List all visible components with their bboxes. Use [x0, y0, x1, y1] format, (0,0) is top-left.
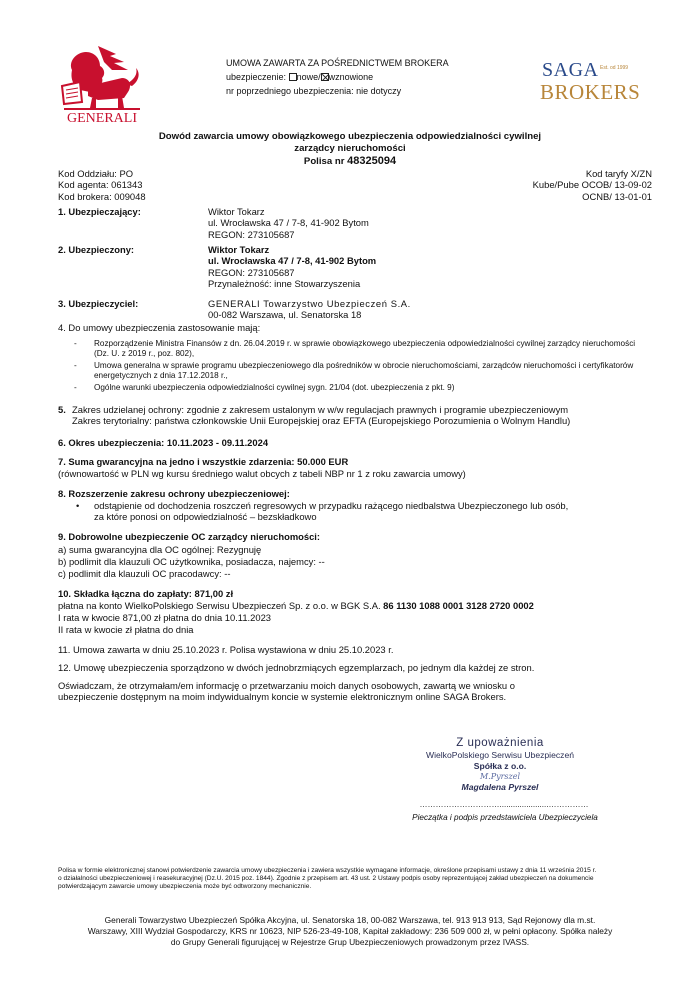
fine-print-line2: o działalności ubezpieczeniowej i reasekuracyjnej (Dz.U. 2015 poz. 1844). Zgodnie z przepisem art. 43 ust. 2 Ustawy podpis osoby reprezentującej zakład ubezpieczeń na dokumencie — [58, 875, 594, 883]
insured-label: 2. Ubezpieczony: — [58, 244, 135, 255]
handwritten-signature: M.Pyrszel — [479, 771, 521, 781]
insured-details — [208, 244, 376, 290]
insurer-address: 00-082 Warszawa, ul. Senatorska 18 — [208, 309, 362, 321]
insured-block — [58, 244, 658, 296]
generali-logo — [58, 40, 158, 124]
section-5-line2: Zakres terytorialny: państwa członkowskie Unii Europejskiej oraz EFTA (Europejskiego Porozumienia o Wolnym Handlu) — [72, 415, 571, 427]
insured-name: Wiktor Tokarz — [208, 244, 270, 255]
declaration-line2: ubezpieczenie dostępnym na moim indywidualnym koncie w systemie elektronicznym online SAGA Brokers. — [58, 691, 507, 703]
policyholder-regon: REGON: 273105687 — [208, 228, 295, 240]
section-5-number: 5. — [58, 404, 66, 415]
insurer-block — [58, 298, 658, 324]
option-new: nowe/ — [296, 72, 321, 82]
section-4-item — [74, 383, 644, 395]
previous-policy: nr poprzedniego ubezpieczenia: nie dotyczy — [226, 86, 402, 96]
section-9-title: 9. Dobrowolne ubezpieczenie OC zarządcy nieruchomości: — [58, 531, 321, 542]
insured-address: ul. Wrocławska 47 / 7-8, 41-902 Bytom — [208, 255, 377, 267]
installment-1: I rata w kwocie 871,00 zł płatna do dnia 10.11.2023 — [58, 612, 271, 623]
insurance-type-line — [226, 72, 373, 83]
option-renewed: wznowione — [328, 72, 374, 82]
item-dash: - — [74, 339, 77, 348]
saga-logo-bottom: BROKERS — [540, 80, 641, 104]
policy-number-line — [0, 155, 700, 168]
insurer-name: GENERALI Towarzystwo Ubezpieczeń S.A. — [208, 298, 411, 309]
signature-caption: Pieczątka i podpis przedstawiciela Ubezpieczyciela — [412, 813, 598, 822]
section-8-title: 8. Rozszerzenie zakresu ochrony ubezpieczeniowej: — [58, 488, 290, 499]
section-9-item-b: b) podlimit dla klauzuli OC użytkownika, posiadacza, najemcy: -- — [58, 556, 325, 567]
section-4-title: 4. Do umowy ubezpieczenia zastosowanie mają: — [58, 322, 261, 333]
new-checkbox-icon — [289, 73, 297, 81]
policyholder-details — [208, 206, 369, 240]
footer-line3: do Grupy Generali figurującej w Rejestrze Grup Ubezpieczeniowych prowadzonym przez IVASS. — [170, 937, 530, 948]
fine-print — [58, 867, 658, 892]
insurer-details — [208, 298, 411, 321]
doc-title-line1: Dowód zawarcia umowy obowiązkowego ubezpieczenia odpowiedzialności cywilnej — [158, 131, 542, 142]
renewed-checkbox-icon — [321, 73, 329, 81]
section-6: 6. Okres ubezpieczenia: 10.11.2023 - 09.11.2024 — [58, 437, 269, 448]
ocnb-code: OCNB/ 13-01-01 — [582, 190, 652, 202]
section-7-note: (równowartość w PLN wg kursu średniego walut obcych z tabeli NBP nr 1 z roku zawarcia umowy) — [58, 468, 466, 479]
section-10-title: 10. Składka łączna do zapłaty: 871,00 zł — [58, 588, 234, 599]
saga-logo-top: SAGA — [542, 59, 599, 81]
policy-number: 48325094 — [347, 155, 397, 167]
kube-pube-code: Kube/Pube OCOB/ 13-09-02 — [532, 179, 652, 191]
section-8-bullet: • — [76, 500, 80, 511]
doc-title-line2: zarządcy nieruchomości — [294, 143, 406, 154]
footer-line2: Warszawy, XIII Wydział Gospodarczy, KRS nr 10623, NIP 526-23-49-108, Kapitał zakładowy: 236 509 000 zł, w pełni opłacony. Spółka należy — [87, 926, 613, 937]
section-9-item-a: a) suma gwarancyjna dla OC ogólnej: Rezygnuję — [58, 544, 262, 555]
insurance-type-prefix: ubezpieczenie: — [226, 72, 287, 82]
stamp-line2: WielkoPolskiego Serwisu Ubezpieczeń — [425, 750, 575, 761]
policy-prefix: Polisa nr — [303, 156, 345, 167]
insurer-label: 3. Ubezpieczyciel: — [58, 298, 139, 309]
authorization-stamp — [400, 736, 600, 792]
section-5-body — [72, 404, 662, 427]
declaration-line1: Oświadczam, że otrzymałam/em informację o przetwarzaniu moich danych osobowych, zawartą we wniosku o — [58, 680, 515, 691]
policyholder-label: 1. Ubezpieczający: — [58, 206, 141, 217]
account-text: płatna na konto WielkoPolskiego Serwisu Ubezpieczeń Sp. z o.o. w BGK S.A. — [58, 600, 381, 611]
footer-line1: Generali Towarzystwo Ubezpieczeń Spółka Akcyjna, ul. Senatorska 18, 00-082 Warszawa, tel. 913 913 913, Sąd Rejonowy dla m.st. — [104, 915, 596, 925]
broker-code: Kod brokera: 009048 — [58, 190, 146, 202]
stamp-line4: Magdalena Pyrszel — [461, 781, 539, 792]
saga-logo-since: Est. od 1999 — [600, 65, 629, 71]
section-11: 11. Umowa zawarta w dniu 25.10.2023 r. Polisa wystawiona w dniu 25.10.2023 r. — [58, 644, 394, 655]
section-4-item — [74, 361, 644, 383]
policyholder-address: ul. Wrocławska 47 / 7-8, 41-902 Bytom — [208, 217, 369, 229]
section-12: 12. Umowę ubezpieczenia sporządzono w dwóch jednobrzmiących egzemplarzach, po jednym dla każdej ze stron. — [58, 662, 535, 673]
stamp-line3: Spółka z o.o. — [473, 760, 527, 771]
fine-print-line3: potwierdzającym zawarcie umowy ubezpieczenia może być odtworzony mechanicznie. — [58, 883, 312, 891]
section-10-account — [58, 600, 658, 611]
codes-left — [58, 168, 146, 202]
section-4-item — [74, 339, 644, 361]
installment-2: II rata w kwocie zł płatna do dnia — [58, 624, 194, 635]
item-dash: - — [74, 383, 77, 392]
stamp-line1: Z upoważnienia — [456, 737, 544, 749]
branch-code: Kod Oddziału: PO — [58, 168, 134, 179]
item-text: Umowa generalna w sprawie programu ubezpieczeniowego dla pośredników w obrocie nieruchomościami, zarządców nieruchomości i certyfikatorów energetycznych z dnia 17.12.2018 r., — [94, 361, 634, 380]
fine-print-line1: Polisa w formie elektronicznej stanowi potwierdzenie zawarcia umowy ubezpieczenia i zawiera wszystkie wymagane informacje, określone przepisami ustawy z dnia 11 września 2015 r. — [58, 867, 597, 874]
declaration — [58, 680, 658, 703]
insured-regon: REGON: 273105687 — [208, 266, 295, 278]
section-9-item-c: c) podlimit dla klauzuli OC pracodawcy: -- — [58, 568, 231, 579]
item-text: Rozporządzenie Ministra Finansów z dn. 26.04.2019 r. w sprawie obowiązkowego ubezpieczenia odpowiedzialności cywilnej zarządcy nieruchomości (Dz. U. z 2019 r., poz. 802), — [94, 339, 636, 358]
saga-brokers-logo — [538, 52, 656, 108]
policyholder-name: Wiktor Tokarz — [208, 206, 265, 217]
account-number: 86 1130 1088 0001 3128 2720 0002 — [383, 600, 534, 611]
tariff-code: Kod taryfy X/ZN — [585, 168, 652, 179]
item-text: Ogólne warunki ubezpieczenia odpowiedzialności cywilnej sygn. 21/04 (dot. ubezpieczenia z pkt. 9) — [94, 383, 455, 392]
agent-code: Kod agenta: 061343 — [58, 179, 143, 191]
insured-membership: Przynależność: inne Stowarzyszenia — [208, 278, 361, 290]
item-dash: - — [74, 361, 77, 370]
section-8-text — [94, 500, 654, 523]
section-7: 7. Suma gwarancyjna na jedno i wszystkie zdarzenia: 50.000 EUR — [58, 456, 349, 467]
section-8-text-line1: odstąpienie od dochodzenia roszczeń regresowych w przypadku rażącego niedbalstwa Ubezpieczonego lub osób, — [94, 500, 569, 511]
company-footer — [40, 915, 660, 948]
generali-logo-text: GENERALI — [67, 111, 137, 124]
generali-lion-icon — [58, 40, 158, 124]
codes-right — [533, 168, 652, 202]
section-5-line1: Zakres udzielanej ochrony: zgodnie z zakresem ustalonym w w/w regulacjach prawnych i programie ubezpieczeniowym — [72, 404, 569, 415]
section-8-text-line2: za które ponosi on odpowiedzialność – bezskładkowo — [94, 511, 317, 523]
policyholder-block — [58, 206, 658, 246]
header-title: UMOWA ZAWARTA ZA POŚREDNICTWEM BROKERA — [226, 58, 449, 68]
signature-dots: …………………………......................…………… — [419, 800, 589, 809]
